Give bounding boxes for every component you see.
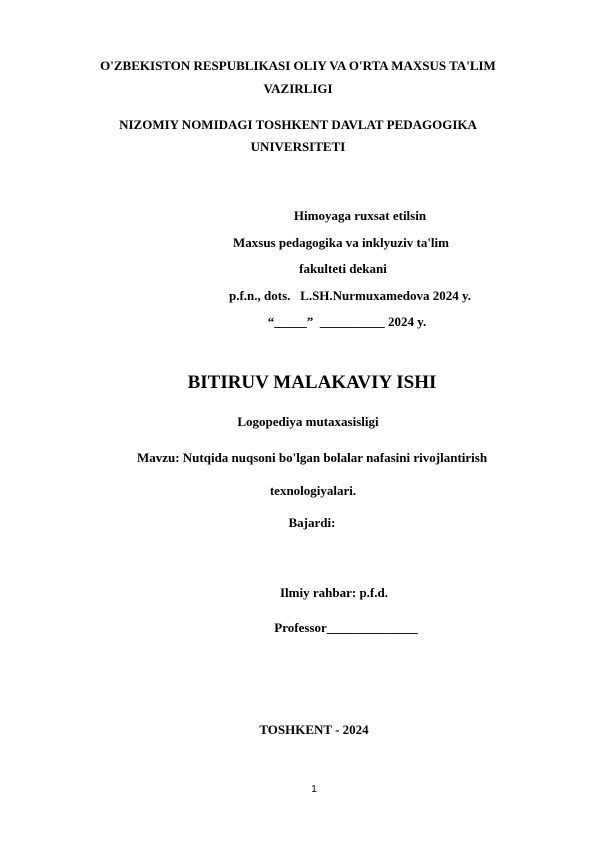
approval-line-2: Maxsus pedagogika va inklyuziv ta'lim	[233, 235, 449, 250]
page-number: 1	[311, 784, 317, 795]
topic-line-1: Mavzu: Nutqida nuqsoni bo'lgan bolalar nafasini rivojlantirish	[136, 450, 488, 465]
approval-line-3: fakulteti dekani	[299, 261, 387, 276]
university-line-1: NIZOMIY NOMIDAGI TOSHKENT DAVLAT PEDAGOGIKA	[119, 117, 477, 132]
supervisor-line-1: Ilmiy rahbar: p.f.d.	[280, 585, 388, 600]
university-line-2: UNIVERSITETI	[250, 139, 346, 154]
ministry-line-1: O'ZBEKISTON RESPUBLIKASI OLIY VA O'RTA MAXSUS TA'LIM	[100, 58, 496, 73]
supervisor-line-2: Professor______________	[274, 620, 418, 635]
city-year: TOSHKENT - 2024	[259, 722, 369, 737]
approval-line-5: “_____” __________ 2024 y.	[267, 314, 427, 329]
ministry-line-2: VAZIRLIGI	[263, 81, 333, 96]
approval-line-1: Himoyaga ruxsat etilsin	[293, 208, 427, 223]
performed-by-label: Bajardi:	[288, 515, 336, 530]
specialty-label: Logopediya mutaxasisligi	[237, 414, 379, 429]
approval-line-4: p.f.n., dots. L.SH.Nurmuxamedova 2024 y.	[229, 288, 471, 303]
work-title: BITIRUV MALAKAVIY ISHI	[187, 372, 437, 393]
topic-line-2: texnologiyalari.	[269, 483, 357, 498]
